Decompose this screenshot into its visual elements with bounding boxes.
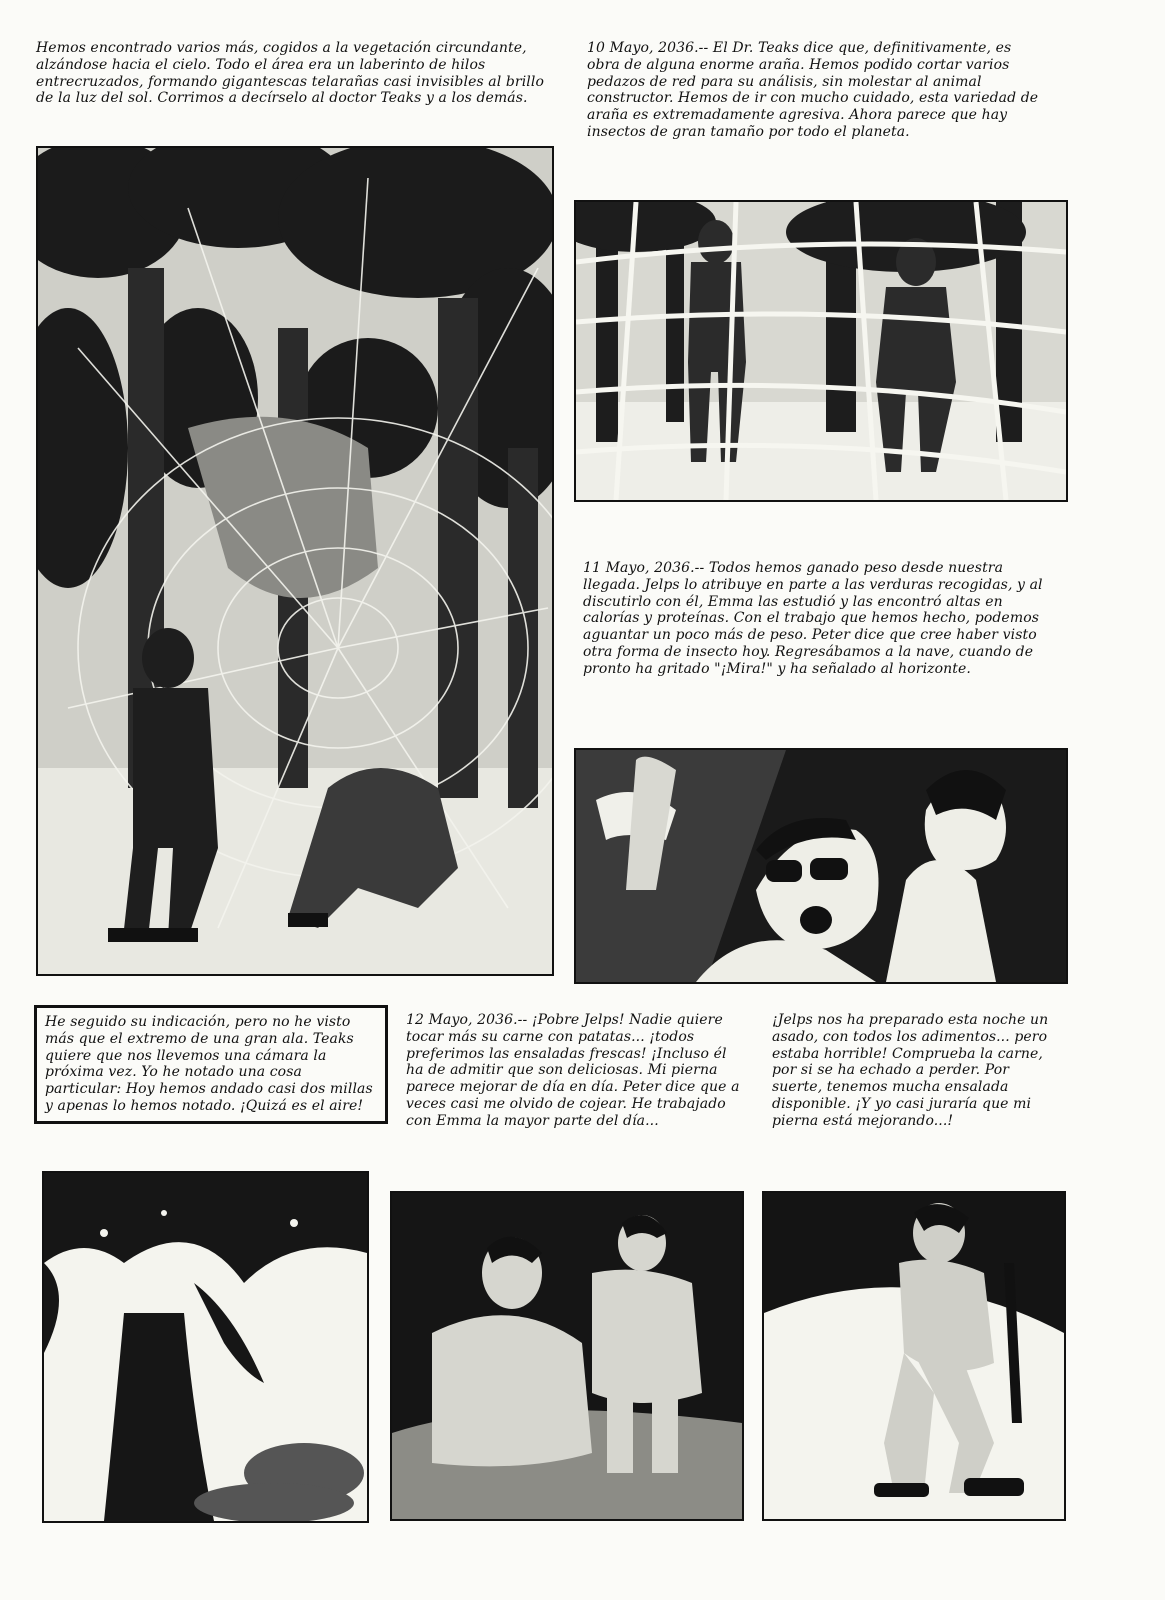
caption-may-12: 12 Mayo, 2036.-- ¡Pobre Jelps! Nadie quiere tocar más su carne con patatas... ¡todos preferimos las ensaladas frescas! ¡Incluso él ha de admitir que son deliciosas. Mi pierna parece mejorar de día en día. Peter dice que a veces casi me olvido de cojear. He trabajado con Emma la mayor parte del día... <box>406 1012 740 1129</box>
panel-leg-rub <box>762 1191 1066 1521</box>
resting-men-illustration <box>392 1193 742 1519</box>
panel-resting-men <box>390 1191 744 1521</box>
caption-boxed-indication: He seguido su indicación, pero no he visto más que el extremo de una gran ala. Teaks quiere que nos llevemos una cámara la próxima vez. Yo he notado una cosa particular: Hoy hemos andado casi dos millas y apenas lo hemos notado. ¡Quizá es el aire! <box>34 1005 388 1124</box>
tree-illustration <box>44 1173 367 1521</box>
panel-pointing-man <box>574 748 1068 984</box>
web-cutting-illustration <box>576 202 1066 500</box>
pointing-man-illustration <box>576 750 1066 982</box>
caption-roast: ¡Jelps nos ha preparado esta noche un asado, con todos los adimentos... pero estaba horrible! Comprueba la carne, por si se ha echado a perder. Por suerte, tenemos mucha ensalada disponible. ¡Y yo casi juraría que mi pierna está mejorando...! <box>772 1012 1049 1129</box>
caption-may-11: 11 Mayo, 2036.-- Todos hemos ganado peso desde nuestra llegada. Jelps lo atribuye en parte a las verduras recogidas, y al discutirlo con él, Emma las estudió y las encontró altas en calorías y proteínas. Con el trabajo que hemos hecho, podemos aguantar un poco más de peso. Peter dice que cree haber visto otra forma de insecto hoy. Regresábamos a la nave, cuando de pronto ha gritado "¡Mira!" y ha señalado al horizonte. <box>583 560 1043 677</box>
jungle-web-illustration <box>38 148 552 974</box>
panel-tree <box>42 1171 369 1523</box>
leg-rub-illustration <box>764 1193 1064 1519</box>
caption-top-left: Hemos encontrado varios más, cogidos a la vegetación circundante, alzándose hacia el cielo. Todo el área era un laberinto de hilos entrecruzados, formando gigantescas telarañas casi invisibles al brillo de la luz del sol. Corrimos a decírselo al doctor Teaks y a los demás. <box>36 40 544 107</box>
panel-web-cutting <box>574 200 1068 502</box>
caption-may-10: 10 Mayo, 2036.-- El Dr. Teaks dice que, definitivamente, es obra de alguna enorme araña. Hemos podido cortar varios pedazos de red para su análisis, sin molestar al animal constructor. Hemos de ir con mucho cuidado, esta variedad de araña es extremadamente agresiva. Ahora parece que hay insectos de gran tamaño por todo el planeta. <box>587 40 1039 140</box>
panel-jungle-web <box>36 146 554 976</box>
